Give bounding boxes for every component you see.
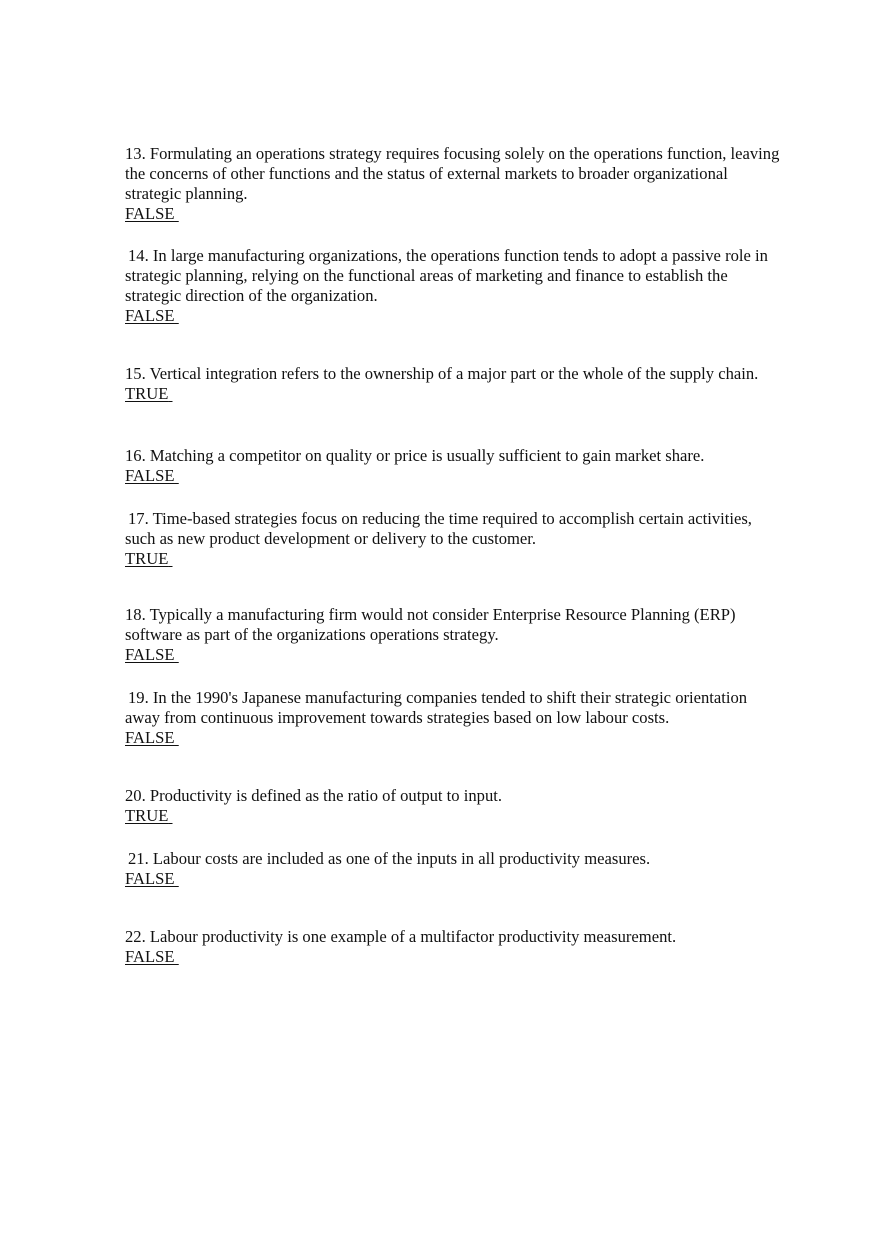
question-21 <box>125 849 785 889</box>
question-text: 16. Matching a competitor on quality or price is usually sufficient to gain market share. <box>125 446 705 465</box>
answer-label: TRUE <box>125 806 169 825</box>
answer-label: FALSE <box>125 947 175 966</box>
question-17 <box>125 509 785 569</box>
question-text: 19. In the 1990's Japanese manufacturing companies tended to shift their strategic orientation away from continuous improvement towards strategies based on low labour costs. <box>125 688 748 727</box>
question-13 <box>125 144 785 224</box>
question-text: 15. Vertical integration refers to the ownership of a major part or the whole of the supply chain. <box>125 364 759 383</box>
answer-label: FALSE <box>125 645 175 664</box>
question-14 <box>125 246 785 326</box>
answer-label: FALSE <box>125 466 175 485</box>
question-18 <box>125 605 785 665</box>
answer-label: FALSE <box>125 728 175 747</box>
question-20 <box>125 786 785 826</box>
question-text: 13. Formulating an operations strategy requires focusing solely on the operations function, leaving the concerns of other functions and the status of external markets to broader organizational strategic planning. <box>125 144 780 203</box>
question-text: 21. Labour costs are included as one of the inputs in all productivity measures. <box>128 849 651 868</box>
question-text: 20. Productivity is defined as the ratio of output to input. <box>125 786 502 805</box>
question-text: 17. Time-based strategies focus on reducing the time required to accomplish certain activities, such as new product development or delivery to the customer. <box>125 509 752 548</box>
question-16 <box>125 446 785 486</box>
answer-label: FALSE <box>125 204 175 223</box>
question-text: 18. Typically a manufacturing firm would not consider Enterprise Resource Planning (ERP) software as part of the organizations operations strategy. <box>125 605 736 644</box>
question-15 <box>125 364 785 404</box>
answer-label: FALSE <box>125 306 175 325</box>
question-text: 22. Labour productivity is one example of a multifactor productivity measurement. <box>125 927 677 946</box>
answer-label: FALSE <box>125 869 175 888</box>
answer-label: TRUE <box>125 549 169 568</box>
question-text: 14. In large manufacturing organizations, the operations function tends to adopt a passive role in strategic planning, relying on the functional areas of marketing and finance to establish the strategic direction of the organization. <box>125 246 768 305</box>
answer-label: TRUE <box>125 384 169 403</box>
question-19 <box>125 688 785 748</box>
question-22 <box>125 927 785 967</box>
